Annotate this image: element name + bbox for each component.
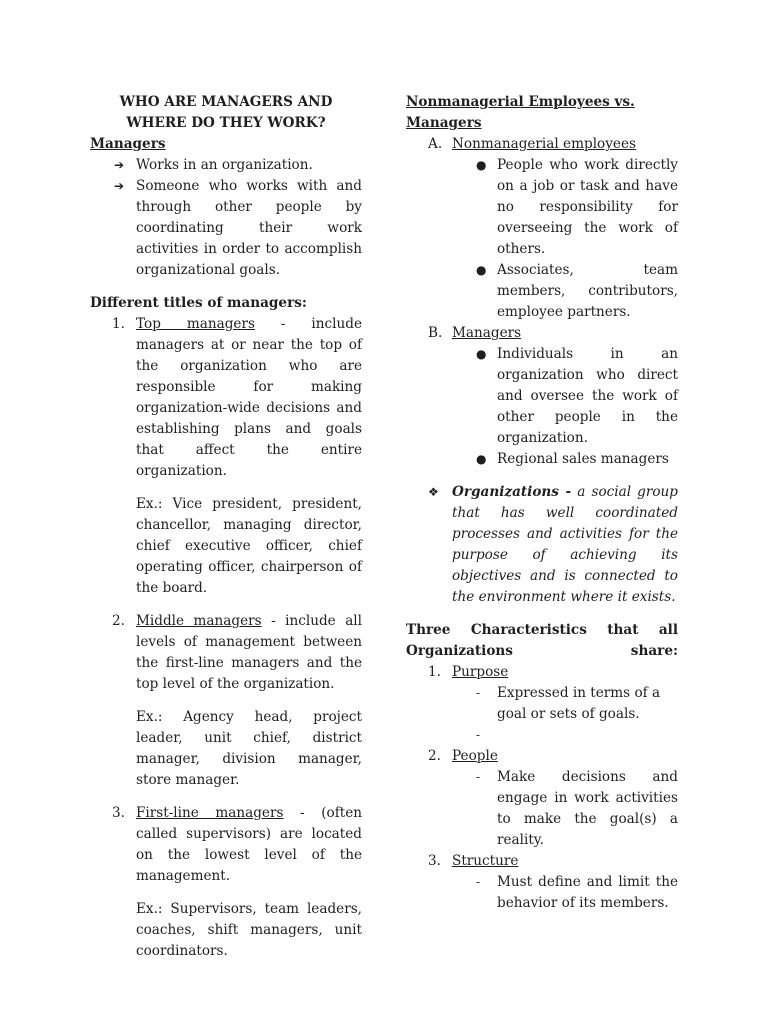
- dash-bullet-icon: -: [476, 728, 481, 742]
- list-number: 1.: [428, 664, 441, 680]
- level-example: Ex.: Vice president, president, chancellor, managing director, chief executive officer, chief operating officer, chairperson of the board.: [136, 496, 362, 596]
- arrow-item-text: Someone who works with and through other people by coordinating their work activities in order to accomplish organizational goals.: [136, 178, 362, 278]
- characteristic-item: [406, 851, 678, 872]
- list-number: 3.: [428, 853, 441, 869]
- list-number: 2.: [428, 748, 441, 764]
- group-bullet-text: People who work directly on a job or task and have no responsibility for overseeing the work of others.: [497, 157, 678, 257]
- level-name: First-line managers: [136, 805, 284, 821]
- org-definition-text: [452, 482, 678, 608]
- characteristic-name: People: [452, 748, 498, 764]
- bullet-dot-icon: ●: [476, 347, 487, 361]
- diamond-bullet-icon: ❖: [428, 485, 439, 499]
- list-number: 1.: [112, 316, 125, 332]
- characteristic-item: [406, 662, 678, 683]
- characteristic-detail: [406, 872, 678, 914]
- group-bullet: [406, 449, 678, 470]
- dash-bullet-icon: -: [476, 686, 481, 700]
- level-desc: [136, 314, 362, 482]
- group-bullet: [406, 260, 678, 323]
- arrow-item: [90, 176, 362, 281]
- group-bullet-text: Associates, team members, contributors, employee partners.: [497, 262, 678, 320]
- arrow-right-icon: ➔: [114, 179, 125, 193]
- employee-group: [406, 134, 678, 155]
- bullet-dot-icon: ●: [476, 263, 487, 277]
- group-name: Nonmanagerial employees: [452, 136, 636, 152]
- right-column: [406, 92, 678, 914]
- bullet-dot-icon: ●: [476, 158, 487, 172]
- characteristic-item: [406, 746, 678, 767]
- characteristic-detail: [406, 683, 678, 725]
- level-desc: [136, 611, 362, 695]
- bullet-dot-icon: ●: [476, 452, 487, 466]
- group-bullet-text: Regional sales managers: [497, 451, 669, 467]
- level-name: Middle managers: [136, 613, 262, 629]
- left-column: [90, 92, 362, 962]
- arrow-item: [90, 155, 362, 176]
- group-bullet-text: Individuals in an organization who direct and oversee the work of other people in the organization.: [497, 346, 678, 446]
- managers-heading: Managers: [90, 136, 166, 152]
- org-def: a social group that has well coordinated processes and activities for the purpose of achieving its objectives and is connected to the environment where it exists.: [452, 484, 679, 605]
- group-bullet: [406, 344, 678, 449]
- level-desc-text: - include managers at or near the top of the organization who are responsible for making organization-wide decisions and establishing plans and goals that affect the entire organization.: [136, 316, 362, 479]
- dash-bullet-icon: -: [476, 875, 481, 889]
- level-example: Ex.: Supervisors, team leaders, coaches, shift managers, unit coordinators.: [136, 901, 362, 959]
- level-example: Ex.: Agency head, project leader, unit chief, district manager, division manager, store manager.: [136, 709, 362, 788]
- manager-level-item: [90, 611, 362, 791]
- list-number: 3.: [112, 805, 125, 821]
- characteristic-detail: [406, 725, 678, 746]
- characteristics-heading: Three Characteristics that all Organizations share:: [406, 622, 678, 659]
- characteristic-detail-text: Make decisions and engage in work activities to make the goal(s) a reality.: [497, 769, 678, 848]
- characteristic-name: Structure: [452, 853, 519, 869]
- level-desc: [136, 803, 362, 887]
- group-bullet: [406, 155, 678, 260]
- org-definition: [406, 482, 678, 608]
- employee-group: [406, 323, 678, 344]
- characteristic-detail: [406, 767, 678, 851]
- arrow-item-text: Works in an organization.: [136, 157, 313, 173]
- titles-heading: Different titles of managers:: [90, 295, 307, 311]
- comparison-heading: Nonmanagerial Employees vs. Managers: [406, 94, 635, 131]
- level-desc-text: - include all levels of management between the first-line managers and the top level of the organization.: [136, 613, 363, 692]
- characteristic-detail-text: Expressed in terms of a goal or sets of goals.: [497, 685, 661, 722]
- characteristic-name: Purpose: [452, 664, 509, 680]
- arrow-right-icon: ➔: [114, 158, 125, 172]
- dash-bullet-icon: -: [476, 770, 481, 784]
- group-letter: B.: [428, 325, 443, 341]
- manager-level-item: [90, 314, 362, 599]
- group-name: Managers: [452, 325, 522, 341]
- list-number: 2.: [112, 613, 125, 629]
- manager-level-item: [90, 803, 362, 962]
- level-desc-text: - (often called supervisors) are located on the lowest level of the management.: [136, 805, 362, 884]
- group-letter: A.: [428, 136, 443, 152]
- page-title: WHO ARE MANAGERS AND WHERE DO THEY WORK?: [119, 94, 333, 131]
- characteristic-detail-text: Must define and limit the behavior of its members.: [497, 874, 678, 911]
- org-term: Organizations -: [452, 484, 572, 500]
- level-name: Top managers: [136, 316, 255, 332]
